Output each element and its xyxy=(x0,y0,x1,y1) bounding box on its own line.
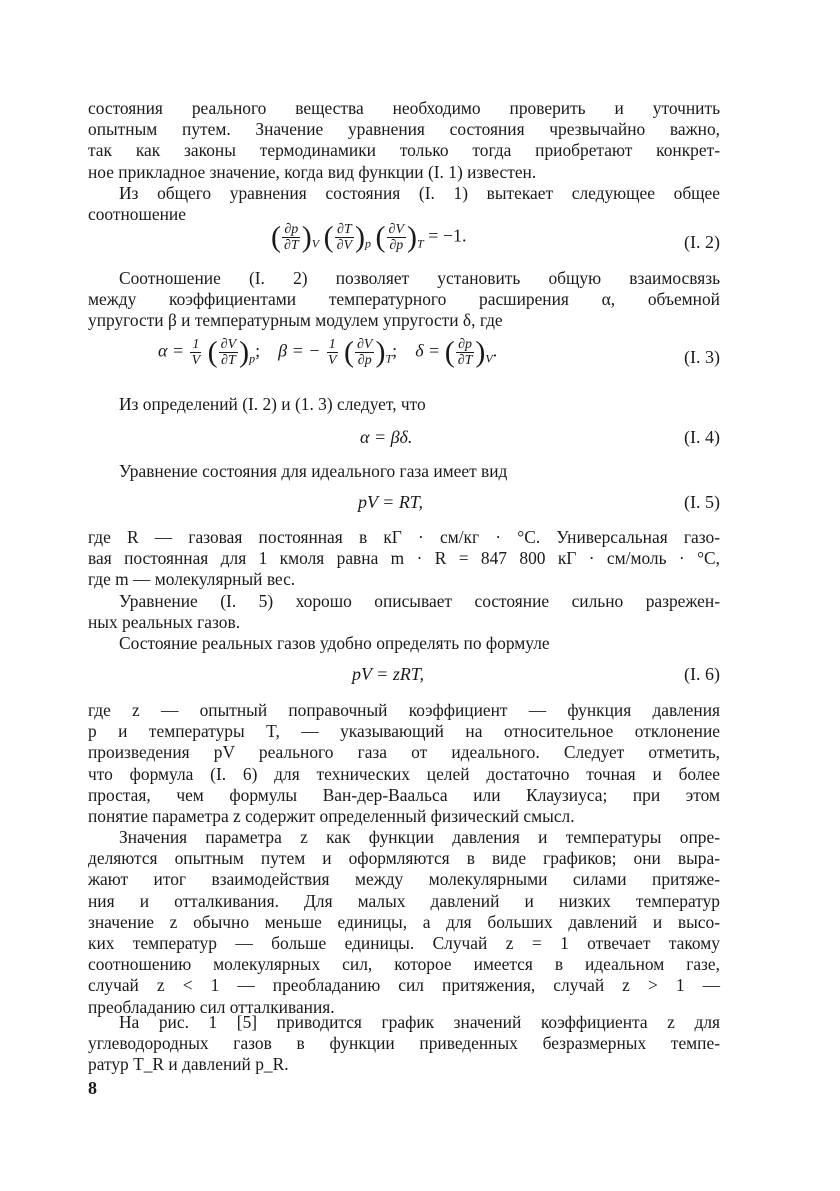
text-line: ких температур — больше единицы. Случай z = 1 отвечает такому xyxy=(88,933,720,954)
text-line: ратур T_R и давлений p_R. xyxy=(88,1054,289,1075)
equation-body: pV = zRT, xyxy=(352,664,424,684)
text-line: жают итог взаимодействия между молекулярными силами притяже- xyxy=(88,869,720,890)
equation-i5 xyxy=(88,490,720,530)
paragraph-coefficients xyxy=(88,268,720,332)
equation-body: α = $\frac{1}{V}$ ( $\frac{\partial V}{\partial T}$ )$_p$; β = − $\frac{1}{V}$ ( $\frac{\partial V}{\partial p}$ )$_T$; δ = ( $\frac{\partial p}{\partial T}$ )$_V$. xyxy=(158,335,498,369)
equation-number: (I. 3) xyxy=(684,347,720,367)
equation-body: pV = RT, xyxy=(358,492,423,512)
page-number: 8 xyxy=(88,1078,97,1098)
text-line: так как законы термодинамики только тогда приобретают конкрет- xyxy=(88,140,720,161)
equation-i2 xyxy=(88,222,720,262)
text-line: где m — молекулярный вес. xyxy=(88,569,296,590)
equation-i6 xyxy=(88,662,720,702)
text-line: p и температуры T, — указывающий на относительное отклонение xyxy=(88,721,720,742)
text-line: Уравнение (I. 5) хорошо описывает состояние сильно разрежен- xyxy=(119,591,720,611)
text-line: произведения pV реального газа от идеального. Следует отметить, xyxy=(88,742,720,763)
text-line: опытным путем. Значение уравнения состояния чрезвычайно важно, xyxy=(88,119,720,140)
text-line: Значения параметра z как функции давления и температуры опре- xyxy=(119,827,720,847)
text-line: углеводородных газов в функции приведенных безразмерных темпе- xyxy=(88,1033,720,1054)
equation-i3 xyxy=(88,337,720,377)
text-line: между коэффициентами температурного расширения α, объемной xyxy=(88,289,720,310)
text-line: деляются опытным путем и оформляются в виде графиков; они выра- xyxy=(88,848,720,869)
text-line: упругости β и температурным модулем упругости δ, где xyxy=(88,310,503,331)
equation-i4 xyxy=(88,425,720,465)
text-line: Из определений (I. 2) и (1. 3) следует, что xyxy=(119,394,426,414)
paragraph-gas-constant xyxy=(88,527,720,591)
text-line: преобладанию сил отталкивания. xyxy=(88,996,335,1017)
paragraph-figure-reference xyxy=(88,1012,720,1076)
equation-number: (I. 4) xyxy=(684,427,720,447)
text-line: случай z < 1 — преобладанию сил притяжения, случай z > 1 — xyxy=(88,975,720,996)
equation-number: (I. 6) xyxy=(684,664,720,684)
text-line: вая постоянная для 1 кмоля равна m · R = 847 800 кГ · см/моль · °С, xyxy=(88,548,720,569)
paragraph-rarefied xyxy=(88,591,720,633)
text-line: Из общего уравнения состояния (I. 1) вытекает следующее общее xyxy=(119,183,720,203)
text-line: понятие параметра z содержит определенный физический смысл. xyxy=(88,806,575,827)
paragraph-real-gas xyxy=(88,633,720,654)
text-line: где R — газовая постоянная в кГ · см/кг · °С. Универсальная газо- xyxy=(88,527,720,547)
text-line: ных реальных газов. xyxy=(88,612,241,633)
equation-number: (I. 5) xyxy=(684,492,720,512)
text-line: На рис. 1 [5] приводится график значений коэффициента z для xyxy=(119,1012,720,1032)
text-line: Уравнение состояния для идеального газа имеет вид xyxy=(119,461,508,481)
paragraph-general-equation xyxy=(88,183,720,225)
text-line: значение z обычно меньше единицы, а для больших давлений и высо- xyxy=(88,911,720,932)
text-line: Соотношение (I. 2) позволяет установить общую взаимосвязь xyxy=(119,268,720,288)
text-line: ное прикладное значение, когда вид функции (I. 1) известен. xyxy=(88,161,537,182)
equation-number: (I. 2) xyxy=(684,232,720,252)
equation-body: α = βδ. xyxy=(360,427,413,447)
text-line: ния и отталкивания. Для малых давлений и низких температур xyxy=(88,890,720,911)
paragraph-z-values xyxy=(88,827,720,1018)
text-line: Состояние реальных газов удобно определять по формуле xyxy=(119,633,550,653)
paragraph-definitions xyxy=(88,394,720,415)
text-line: простая, чем формулы Ван-дер-Ваальса или Клаузиуса; при этом xyxy=(88,784,720,805)
text-line: состояния реального вещества необходимо проверить и уточнить xyxy=(88,98,720,118)
paragraph-ideal-gas xyxy=(88,461,720,482)
text-line: что формула (I. 6) для технических целей достаточно точная и более xyxy=(88,763,720,784)
paragraph-correction-factor xyxy=(88,700,720,827)
paragraph-intro xyxy=(88,98,720,183)
equation-body: ( $\frac{\partial p}{\partial T}$ )$_V$ ( $\frac{\partial T}{\partial V}$ )$_p$ ( $\frac{\partial V}{\partial p}$ )$_T = -1$. xyxy=(271,220,467,254)
text-line: соотношению молекулярных сил, которое имеется в идеальном газе, xyxy=(88,954,720,975)
text-line: где z — опытный поправочный коэффициент — функция давления xyxy=(88,700,720,720)
text-line: соотношение xyxy=(88,204,186,225)
